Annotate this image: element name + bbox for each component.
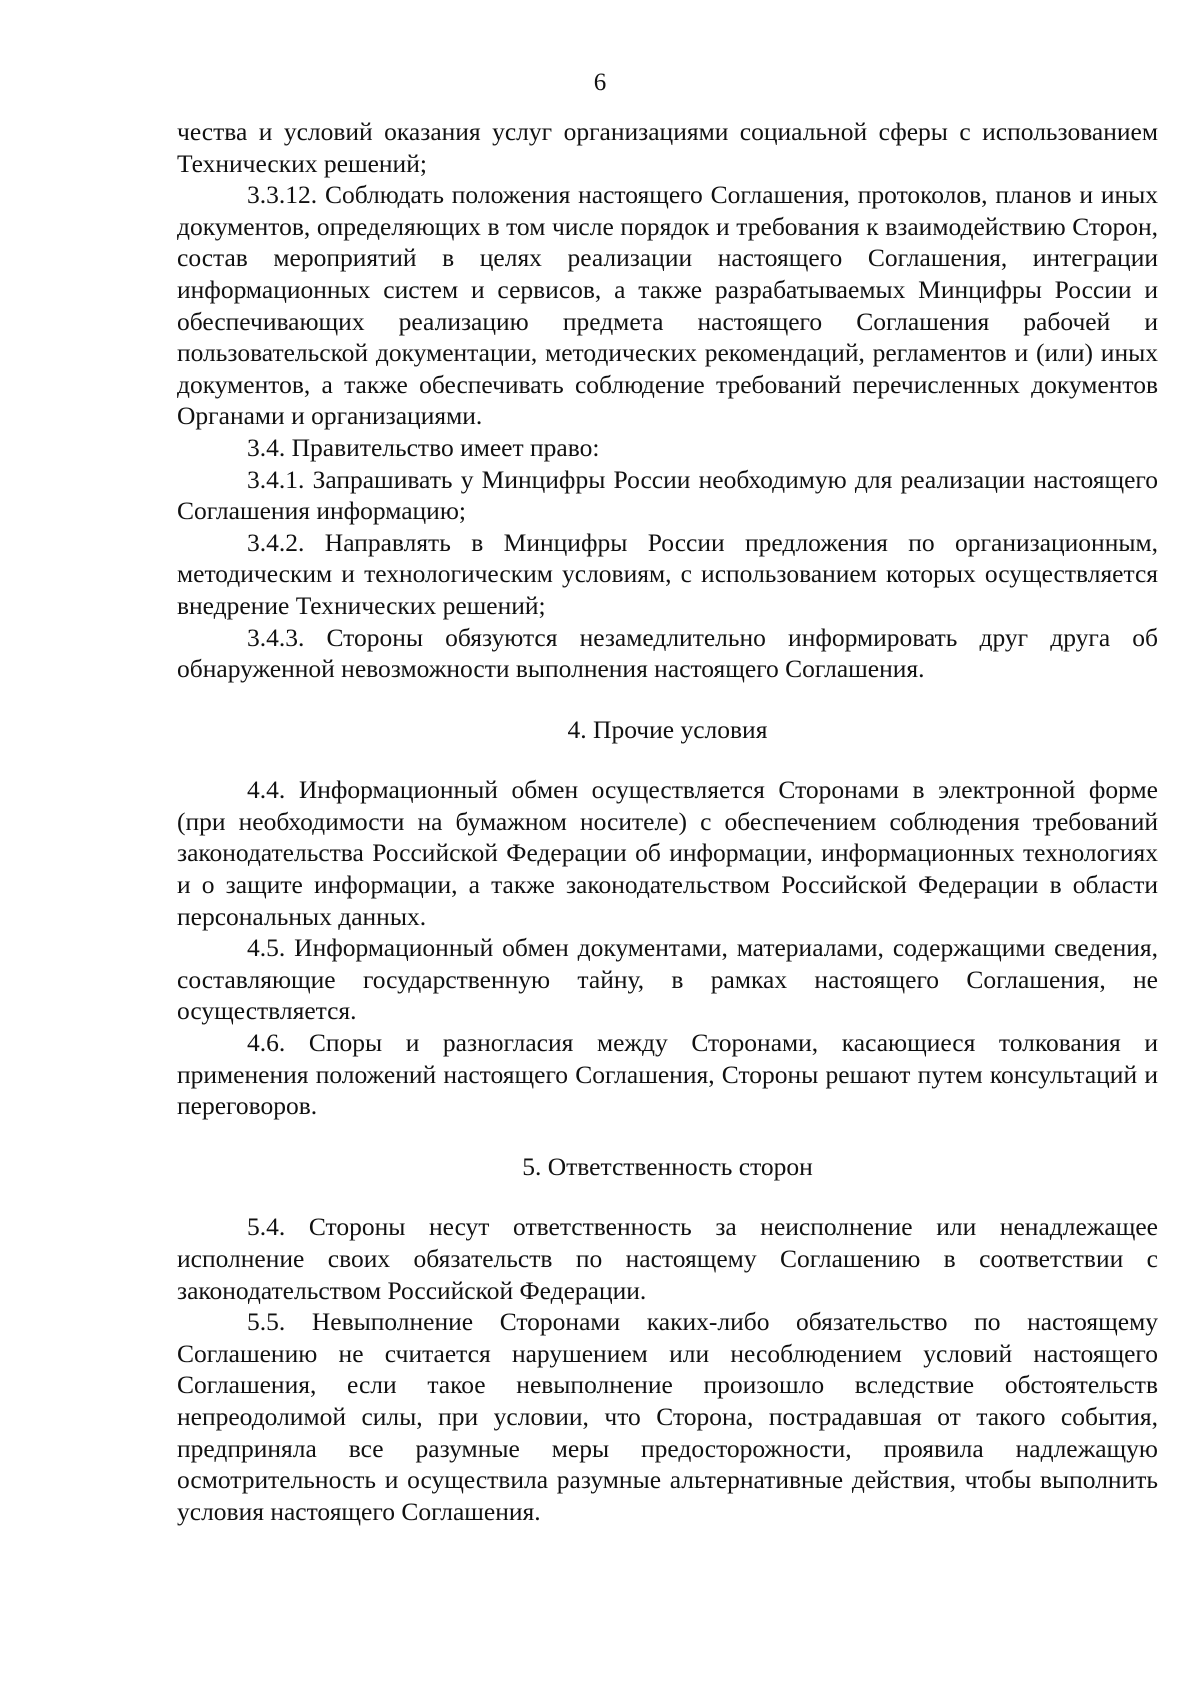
paragraph-5-4: 5.4. Стороны несут ответственность за неисполнение или ненадлежащее исполнение своих обязательств по настоящему Соглашению в соответствии с законодательством Российской Федерации. — [177, 1212, 1158, 1305]
section-heading-4: 4. Прочие условия — [567, 714, 768, 744]
paragraph-3-4-1: 3.4.1. Запрашивать у Минцифры России необходимую для реализации настоящего Соглашения информацию; — [177, 464, 1158, 526]
paragraph-3-3-11-continuation: чества и условий оказания услуг организациями социальной сферы с использованием Технических решений; — [177, 117, 1158, 178]
page-number: 6 — [593, 69, 607, 96]
document-body — [177, 116, 1158, 1527]
paragraph-3-4-3: 3.4.3. Стороны обязуются незамедлительно информировать друг друга об обнаруженной невозможности выполнения настоящего Соглашения. — [177, 622, 1158, 684]
section-heading-5: 5. Ответственность сторон — [522, 1151, 813, 1181]
paragraph-4-5: 4.5. Информационный обмен документами, материалами, содержащими сведения, составляющие государственную тайну, в рамках настоящего Соглашения, не осуществляется. — [177, 933, 1158, 1026]
paragraph-3-3-12: 3.3.12. Соблюдать положения настоящего Соглашения, протоколов, планов и иных документов, определяющих в том числе порядок и требования к взаимодействию Сторон, состав мероприятий в целях реализации настоящего Соглашения, интеграции информационных систем и сервисов, а также разрабатываемых Минцифры России и обеспечивающих реализацию предмета настоящего Соглашения рабочей и пользовательской документации, методических рекомендаций, регламентов и (или) иных документов, а также обеспечивать соблюдение требований перечисленных документов Органами и организациями. — [177, 180, 1158, 431]
paragraph-4-6: 4.6. Споры и разногласия между Сторонами, касающиеся толкования и применения положений настоящего Соглашения, Стороны решают путем консультаций и переговоров. — [177, 1028, 1158, 1121]
paragraph-3-4: 3.4. Правительство имеет право: — [247, 432, 600, 462]
paragraph-3-4-2: 3.4.2. Направлять в Минцифры России предложения по организационным, методическим и технологическим условиям, с использованием которых осуществляется внедрение Технических решений; — [177, 527, 1158, 620]
paragraph-5-5: 5.5. Невыполнение Сторонами каких-либо обязательство по настоящему Соглашению не считается нарушением или несоблюдением условий настоящего Соглашения, если такое невыполнение произошло вследствие обстоятельств непреодолимой силы, при условии, что Сторона, пострадавшая от такого события, предприняла все разумные меры предосторожности, проявила надлежащую осмотрительность и осуществила разумные альтернативные действия, чтобы выполнить условия настоящего Соглашения. — [177, 1307, 1158, 1526]
paragraph-4-4: 4.4. Информационный обмен осуществляется Сторонами в электронной форме (при необходимости на бумажном носителе) с обеспечением соблюдения требований законодательства Российской Федерации об информации, информационных технологиях и о защите информации, а также законодательством Российской Федерации в области персональных данных. — [177, 775, 1158, 931]
